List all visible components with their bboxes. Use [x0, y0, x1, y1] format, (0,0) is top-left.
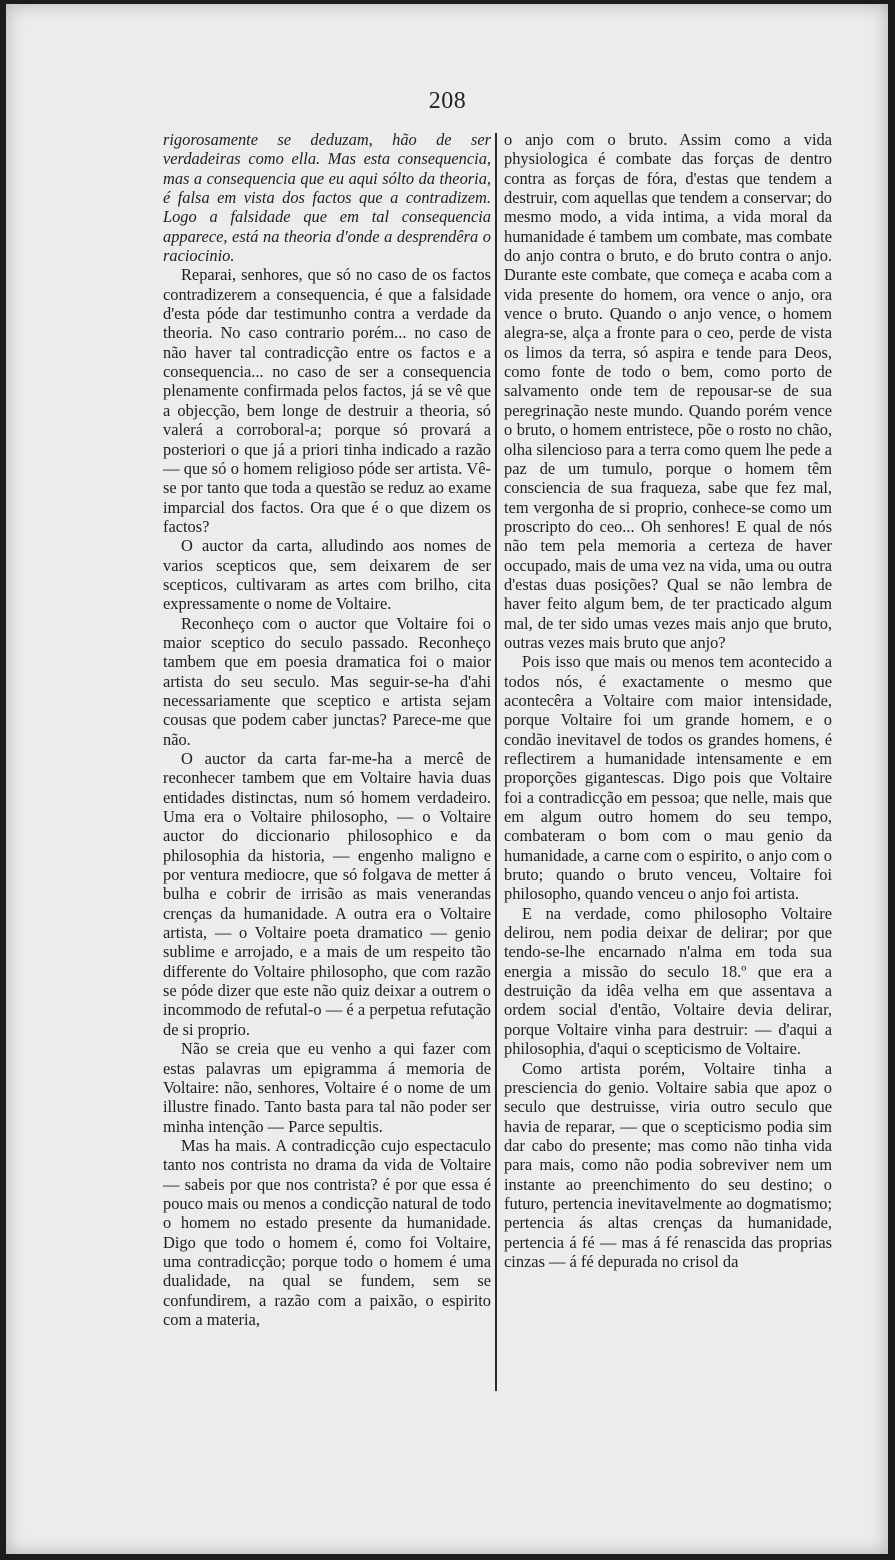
- page-number: 208: [428, 88, 467, 114]
- left-paragraph-3: O auctor da carta, alludindo aos nomes de varios scepticos que, sem deixarem de ser scepticos, cultivaram as artes com brilho, cita expressamente o nome de Voltaire.: [163, 536, 491, 614]
- left-column: [163, 130, 491, 1329]
- left-paragraph-5: O auctor da carta far-me-ha a mercê de reconhecer tambem que em Voltaire havia duas entidades distinctas, num só homem verdadeiro. Uma era o Voltaire philosopho, — o Voltaire auctor do diccionario philosophico e da philosophia da historia, — engenho maligno e por ventura mediocre, que só folgava de metter á bulha e cobrir de irrisão as mais venerandas crenças da humanidade. A outra era o Voltaire artista, — o Voltaire poeta dramatico — genio sublime e arrojado, e a mais de um respeito tão differente do Voltaire philosopho, que com razão se póde dizer que este não quiz deixar a outrem o incommodo de refutal-o — é a perpetua refutação de si proprio.: [163, 749, 491, 1039]
- left-paragraph-1: rigorosamente se deduzam, hão de ser verdadeiras como ella. Mas esta consequencia, mas a consequencia que eu aqui sólto da theoria, é falsa em vista dos factos que a contradizem. Logo a falsidade que em tal consequencia apparece, está na theoria d'onde a desprendêra o raciocinio.: [163, 130, 491, 266]
- left-paragraph-7: Mas ha mais. A contradicção cujo espectaculo tanto nos contrista no drama da vida de Voltaire — sabeis por que nos contrista? é por que essa é pouco mais ou menos a condicção natural de todo o homem no estado presente da humanidade. Digo que todo o homem é, como foi Voltaire, uma contradicção; porque todo o homem é uma dualidade, na qual se fundem, sem se confundirem, a razão com a paixão, o espirito com a materia,: [163, 1135, 491, 1329]
- right-paragraph-3: E na verdade, como philosopho Voltaire delirou, nem podia deixar de delirar; por que tendo-se-lhe encarnado n'alma em toda sua energia a missão do seculo 18.º que era a destruição da idêa velha em que assentava a ordem social d'então, Voltaire devia delirar, porque Voltaire vinha para destruir: — d'aqui a philosophia, d'aqui o scepticismo de Voltaire.: [504, 903, 832, 1059]
- column-divider: [495, 133, 497, 1391]
- right-paragraph-4: Como artista porém, Voltaire tinha a presciencia do genio. Voltaire sabia que apoz o seculo que destruisse, viria outro seculo que havia de reparar, — que o scepticismo podia sim dar cabo do presente; mas como não tinha vida para mais, como não podia sobreviver nem um instante ao preenchimento do seu destino; o futuro, pertencia inevitavelmente ao dogmatismo; pertencia ás altas crenças da humanidade, pertencia á fé — mas á fé renascida das proprias cinzas — á fé depurada no crisol da: [504, 1058, 832, 1271]
- left-paragraph-2: Reparai, senhores, que só no caso de os factos contradizerem a consequencia, é que a falsidade d'esta póde dar testimunho contra a verdade da theoria. No caso contrario porém... no caso de não haver tal contradicção entre os factos e a consequencia... no caso de ser a consequencia plenamente confirmada pelos factos, já se vê que a objecção, bem longe de destruir a theoria, só valerá a corroboral-a; porque só provará a posteriori o que já a priori tinha indicado a razão — que só o homem religioso póde ser artista. Vê-se por tanto que toda a questão se reduz ao exame imparcial dos factos. Ora que é o que dizem os factos?: [163, 265, 491, 536]
- left-paragraph-6: Não se creia que eu venho a qui fazer com estas palavras um epigramma á memoria de Voltaire: não, senhores, Voltaire é o nome de um illustre finado. Tanto basta para tal não poder ser minha intenção — Parce sepultis.: [163, 1039, 491, 1136]
- right-paragraph-1: o anjo com o bruto. Assim como a vida physiologica é combate das forças de dentro contra as forças de fóra, d'estas que tendem a destruir, com aquellas que tendem a conservar; do mesmo modo, a vida intima, a vida moral da humanidade é tambem um combate, mas combate do anjo contra o bruto, e do bruto contra o anjo. Durante este combate, que começa e acaba com a vida presente do homem, ora vence o anjo, ora vence o bruto. Quando o anjo vence, o homem alegra-se, alça a fronte para o ceo, perde de vista os limos da terra, só aspira e tende para Deos, como fonte de todo o bem, como porto de salvamento onde tem de repousar-se de sua peregrinação neste mundo. Quando porém vence o bruto, o homem entristece, põe o rosto no chão, olha silencioso para a terra como quem lhe pede a paz de um tumulo, porque o homem têm consciencia de sua fraqueza, sabe que fez mal, tem vergonha de si proprio, conhece-se como um proscripto do ceo... Oh senhores! E qual de nós não tem pela memoria a certeza de haver occupado, mais de uma vez na vida, uma ou outra d'estas duas posições? Qual se não lembra de haver feito algum bem, de ter practicado algum mal, de ter sido umas vezes mais anjo que bruto, outras vezes mais bruto que anjo?: [504, 130, 832, 652]
- right-column: [504, 130, 832, 1271]
- right-paragraph-2: Pois isso que mais ou menos tem acontecido a todos nós, é exactamente o mesmo que acontecêra a Voltaire com maior intensidade, porque Voltaire foi um grande homem, e o condão inevitavel de todos os grandes homens, é reflectirem a humanidade intensamente e em proporções gigantescas. Digo pois que Voltaire foi a contradicção em pessoa; que nelle, mais que em algum outro homem do seu tempo, combateram o bom com o mau genio da humanidade, a carne com o espirito, o anjo com o bruto; quando o bruto venceu, Voltaire foi philosopho, quando venceu o anjo foi artista.: [504, 652, 832, 904]
- left-paragraph-4: Reconheço com o auctor que Voltaire foi o maior sceptico do seculo passado. Reconheço tambem que em poesia dramatica foi o maior artista do seu seculo. Mas seguir-se-ha d'ahi necessariamente que sceptico e artista sejam cousas que podem caber junctas? Parece-me que não.: [163, 613, 491, 749]
